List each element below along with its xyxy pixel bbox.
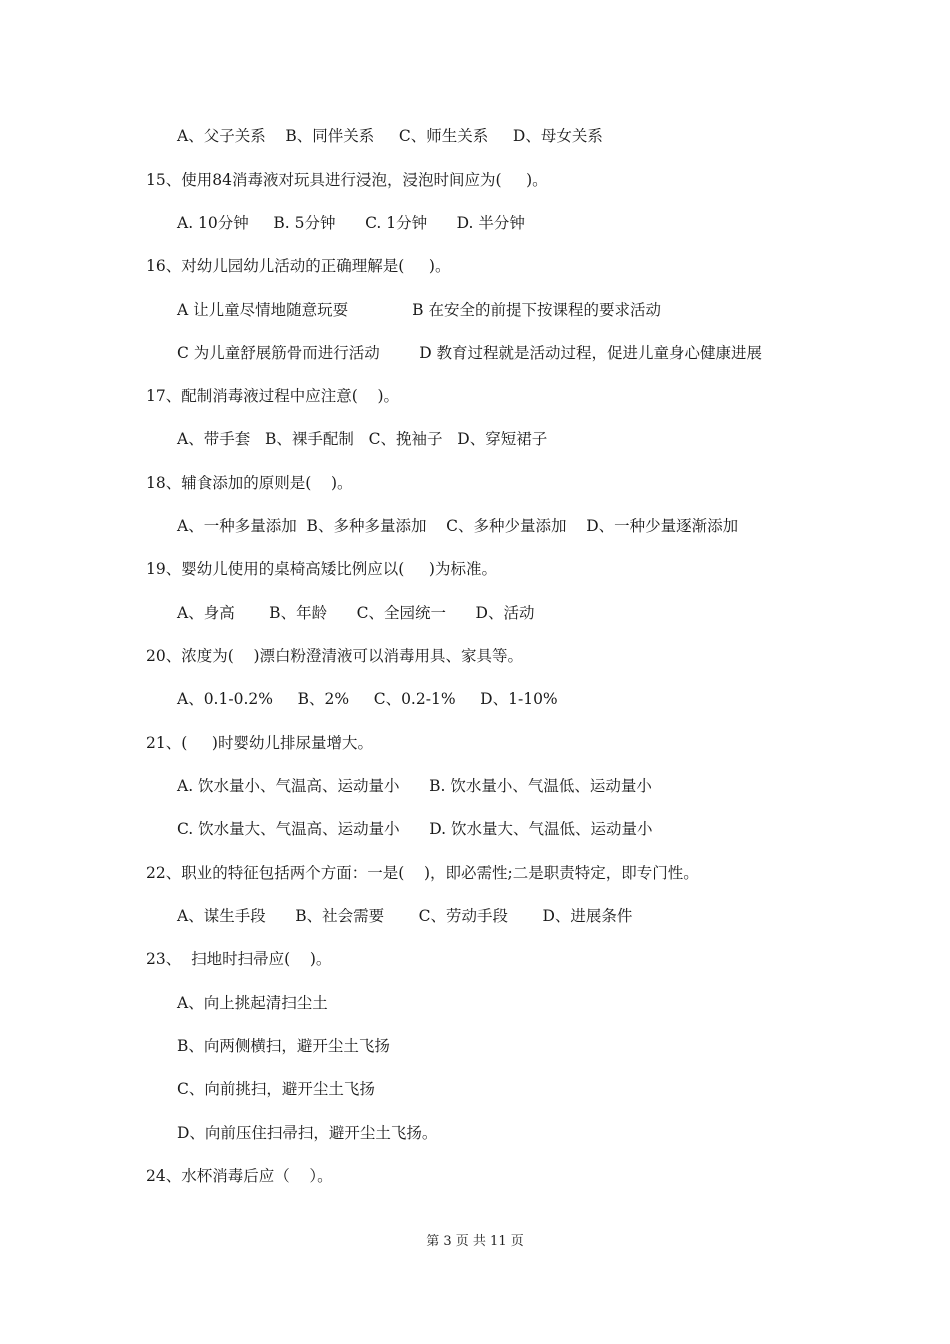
options-16-cd: C 为儿童舒展筋骨而进行活动 D 教育过程就是活动过程，促进儿童身心健康进展 (177, 344, 763, 362)
question-15: 15、使用84消毒液对玩具进行浸泡，浸泡时间应为( )。 (146, 171, 548, 189)
option-23-b: B、向两侧横扫，避开尘土飞扬 (177, 1037, 390, 1055)
question-23: 23、 扫地时扫帚应( )。 (146, 950, 332, 968)
options-17: A、带手套 B、裸手配制 C、挽袖子 D、穿短裙子 (177, 430, 548, 448)
options-16-ab: A 让儿童尽情地随意玩耍 B 在安全的前提下按课程的要求活动 (177, 301, 661, 319)
options-20: A、0.1-0.2% B、2% C、0.2-1% D、1-10% (177, 690, 558, 708)
question-22: 22、职业的特征包括两个方面：一是( )，即必需性;二是职责特定，即专门性。 (146, 864, 699, 882)
question-17: 17、配制消毒液过程中应注意( )。 (146, 387, 400, 405)
options-14: A、父子关系 B、同伴关系 C、师生关系 D、母女关系 (177, 127, 603, 145)
question-18: 18、辅食添加的原则是( )。 (146, 474, 353, 492)
question-20: 20、浓度为( )漂白粉澄清液可以消毒用具、家具等。 (146, 647, 524, 665)
option-23-a: A、向上挑起清扫尘土 (177, 994, 328, 1012)
question-19: 19、婴幼儿使用的桌椅高矮比例应以( )为标准。 (146, 560, 497, 578)
question-21: 21、( )时婴幼儿排尿量增大。 (146, 734, 373, 752)
options-15: A. 10分钟 B. 5分钟 C. 1分钟 D. 半分钟 (177, 214, 525, 232)
page-footer: 第 3 页 共 11 页 (426, 1234, 524, 1249)
option-23-c: C、向前挑扫，避开尘土飞扬 (177, 1080, 375, 1098)
option-23-d: D、向前压住扫帚扫，避开尘土飞扬。 (177, 1124, 438, 1142)
options-22: A、谋生手段 B、社会需要 C、劳动手段 D、进展条件 (177, 907, 633, 925)
question-24: 24、水杯消毒后应（ ）。 (146, 1167, 333, 1185)
options-21-cd: C. 饮水量大、气温高、运动量小 D. 饮水量大、气温低、运动量小 (177, 820, 653, 838)
options-18: A、一种多量添加 B、多种多量添加 C、多种少量添加 D、一种少量逐渐添加 (177, 517, 739, 535)
question-16: 16、对幼儿园幼儿活动的正确理解是( )。 (146, 257, 451, 275)
options-21-ab: A. 饮水量小、气温高、运动量小 B. 饮水量小、气温低、运动量小 (177, 777, 652, 795)
options-19: A、身高 B、年龄 C、全园统一 D、活动 (177, 604, 535, 622)
